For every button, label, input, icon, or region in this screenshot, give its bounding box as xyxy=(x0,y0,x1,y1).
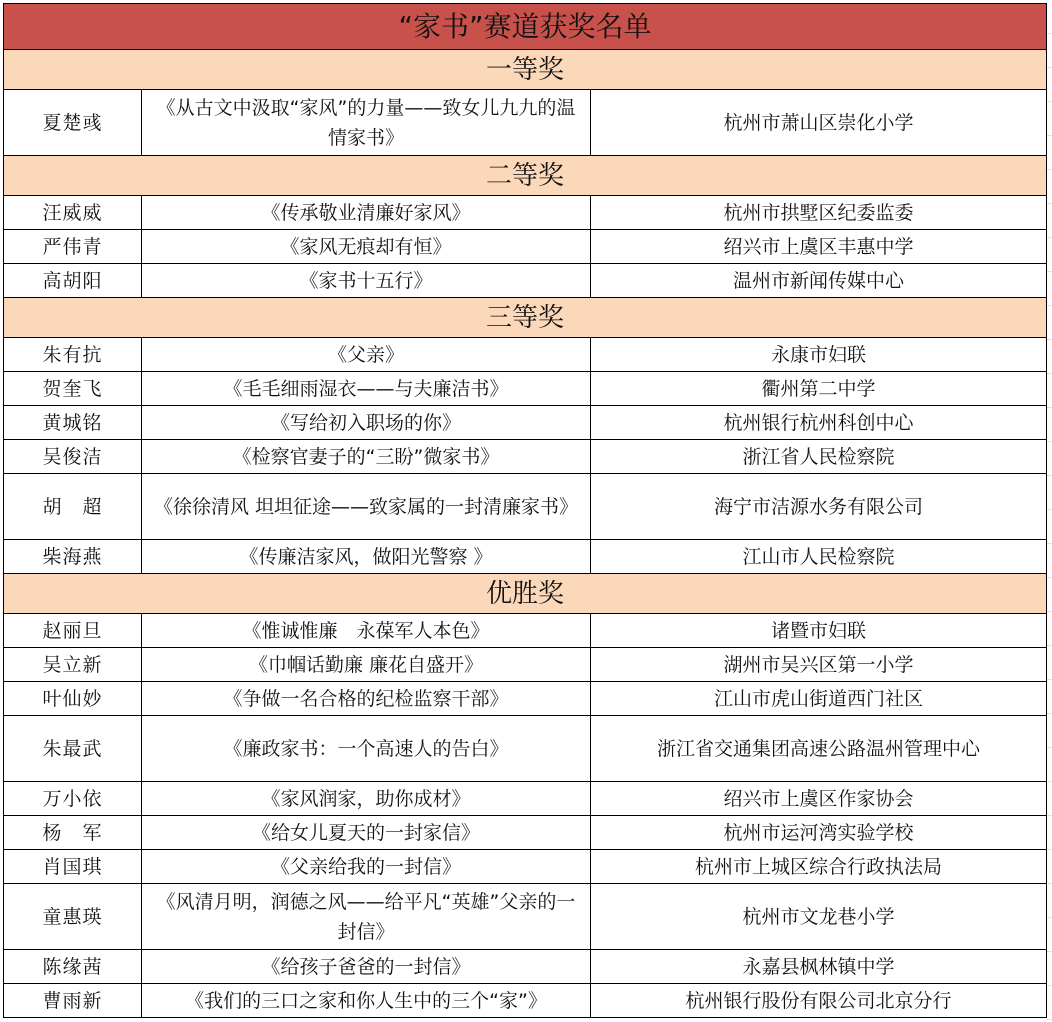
winner-name: 高胡阳 xyxy=(4,264,142,298)
table-row xyxy=(4,782,1047,816)
winner-name: 夏楚彧 xyxy=(4,90,142,156)
table-row xyxy=(4,950,1047,984)
work-title: 《家书十五行》 xyxy=(142,264,591,298)
winner-name: 叶仙妙 xyxy=(4,682,142,716)
table-row xyxy=(4,338,1047,372)
winner-name: 曹雨新 xyxy=(4,984,142,1018)
winner-name: 童惠瑛 xyxy=(4,884,142,950)
organization: 诸暨市妇联 xyxy=(591,614,1047,648)
award-table xyxy=(3,3,1047,1018)
organization: 永康市妇联 xyxy=(591,338,1047,372)
organization: 湖州市吴兴区第一小学 xyxy=(591,648,1047,682)
organization: 杭州市上城区综合行政执法局 xyxy=(591,850,1047,884)
work-title: 《检察官妻子的“三盼”微家书》 xyxy=(142,440,591,474)
section-header-row xyxy=(4,574,1047,614)
organization: 江山市虎山街道西门社区 xyxy=(591,682,1047,716)
table-row xyxy=(4,984,1047,1018)
title-row xyxy=(4,4,1047,50)
work-title: 《风清月明，润德之风——给平凡“英雄”父亲的一封信》 xyxy=(142,884,591,950)
section-label: 一等奖 xyxy=(4,50,1047,90)
work-title: 《我们的三口之家和你人生中的三个“家”》 xyxy=(142,984,591,1018)
table-row xyxy=(4,716,1047,782)
winner-name: 柴海燕 xyxy=(4,540,142,574)
work-title: 《徐徐清风 坦坦征途——致家属的一封清廉家书》 xyxy=(142,474,591,540)
section-header-row xyxy=(4,50,1047,90)
work-title: 《给孩子爸爸的一封信》 xyxy=(142,950,591,984)
work-title: 《写给初入职场的你》 xyxy=(142,406,591,440)
work-title: 《父亲》 xyxy=(142,338,591,372)
work-title: 《给女儿夏天的一封家信》 xyxy=(142,816,591,850)
table-row xyxy=(4,196,1047,230)
winner-name: 杨 军 xyxy=(4,816,142,850)
organization: 杭州银行股份有限公司北京分行 xyxy=(591,984,1047,1018)
organization: 温州市新闻传媒中心 xyxy=(591,264,1047,298)
organization: 海宁市洁源水务有限公司 xyxy=(591,474,1047,540)
work-title: 《家风润家，助你成材》 xyxy=(142,782,591,816)
table-row xyxy=(4,406,1047,440)
table-row xyxy=(4,648,1047,682)
organization: 绍兴市上虞区作家协会 xyxy=(591,782,1047,816)
winner-name: 万小依 xyxy=(4,782,142,816)
table-row xyxy=(4,682,1047,716)
work-title: 《巾帼话勤廉 廉花自盛开》 xyxy=(142,648,591,682)
winner-name: 朱有抗 xyxy=(4,338,142,372)
organization: 杭州银行杭州科创中心 xyxy=(591,406,1047,440)
table-row xyxy=(4,474,1047,540)
organization: 浙江省交通集团高速公路温州管理中心 xyxy=(591,716,1047,782)
winner-name: 严伟青 xyxy=(4,230,142,264)
work-title: 《传廉洁家风，做阳光警察 》 xyxy=(142,540,591,574)
table-row xyxy=(4,372,1047,406)
organization: 杭州市运河湾实验学校 xyxy=(591,816,1047,850)
winner-name: 汪威威 xyxy=(4,196,142,230)
section-header-row xyxy=(4,298,1047,338)
work-title: 《争做一名合格的纪检监察干部》 xyxy=(142,682,591,716)
table-row xyxy=(4,884,1047,950)
table-title: “家书”赛道获奖名单 xyxy=(4,4,1047,50)
winner-name: 吴立新 xyxy=(4,648,142,682)
section-label: 二等奖 xyxy=(4,156,1047,196)
work-title: 《传承敬业清廉好家风》 xyxy=(142,196,591,230)
organization: 衢州第二中学 xyxy=(591,372,1047,406)
table-row xyxy=(4,540,1047,574)
winner-name: 吴俊洁 xyxy=(4,440,142,474)
table-row xyxy=(4,850,1047,884)
winner-name: 胡 超 xyxy=(4,474,142,540)
winner-name: 肖国琪 xyxy=(4,850,142,884)
table-row xyxy=(4,264,1047,298)
organization: 绍兴市上虞区丰惠中学 xyxy=(591,230,1047,264)
work-title: 《毛毛细雨湿衣——与夫廉洁书》 xyxy=(142,372,591,406)
table-row xyxy=(4,90,1047,156)
winner-name: 黄城铭 xyxy=(4,406,142,440)
table-row xyxy=(4,230,1047,264)
winner-name: 赵丽旦 xyxy=(4,614,142,648)
organization: 杭州市萧山区崇化小学 xyxy=(591,90,1047,156)
table-row xyxy=(4,440,1047,474)
organization: 江山市人民检察院 xyxy=(591,540,1047,574)
work-title: 《惟诚惟廉 永葆军人本色》 xyxy=(142,614,591,648)
section-label: 优胜奖 xyxy=(4,574,1047,614)
winner-name: 贺奎飞 xyxy=(4,372,142,406)
winner-name: 陈缘茜 xyxy=(4,950,142,984)
organization: 杭州市拱墅区纪委监委 xyxy=(591,196,1047,230)
section-header-row xyxy=(4,156,1047,196)
work-title: 《父亲给我的一封信》 xyxy=(142,850,591,884)
work-title: 《家风无痕却有恒》 xyxy=(142,230,591,264)
table-row xyxy=(4,614,1047,648)
work-title: 《从古文中汲取“家风”的力量——致女儿九九的温情家书》 xyxy=(142,90,591,156)
organization: 永嘉县枫林镇中学 xyxy=(591,950,1047,984)
work-title: 《廉政家书：一个高速人的告白》 xyxy=(142,716,591,782)
table-row xyxy=(4,816,1047,850)
organization: 浙江省人民检察院 xyxy=(591,440,1047,474)
winner-name: 朱最武 xyxy=(4,716,142,782)
section-label: 三等奖 xyxy=(4,298,1047,338)
organization: 杭州市文龙巷小学 xyxy=(591,884,1047,950)
